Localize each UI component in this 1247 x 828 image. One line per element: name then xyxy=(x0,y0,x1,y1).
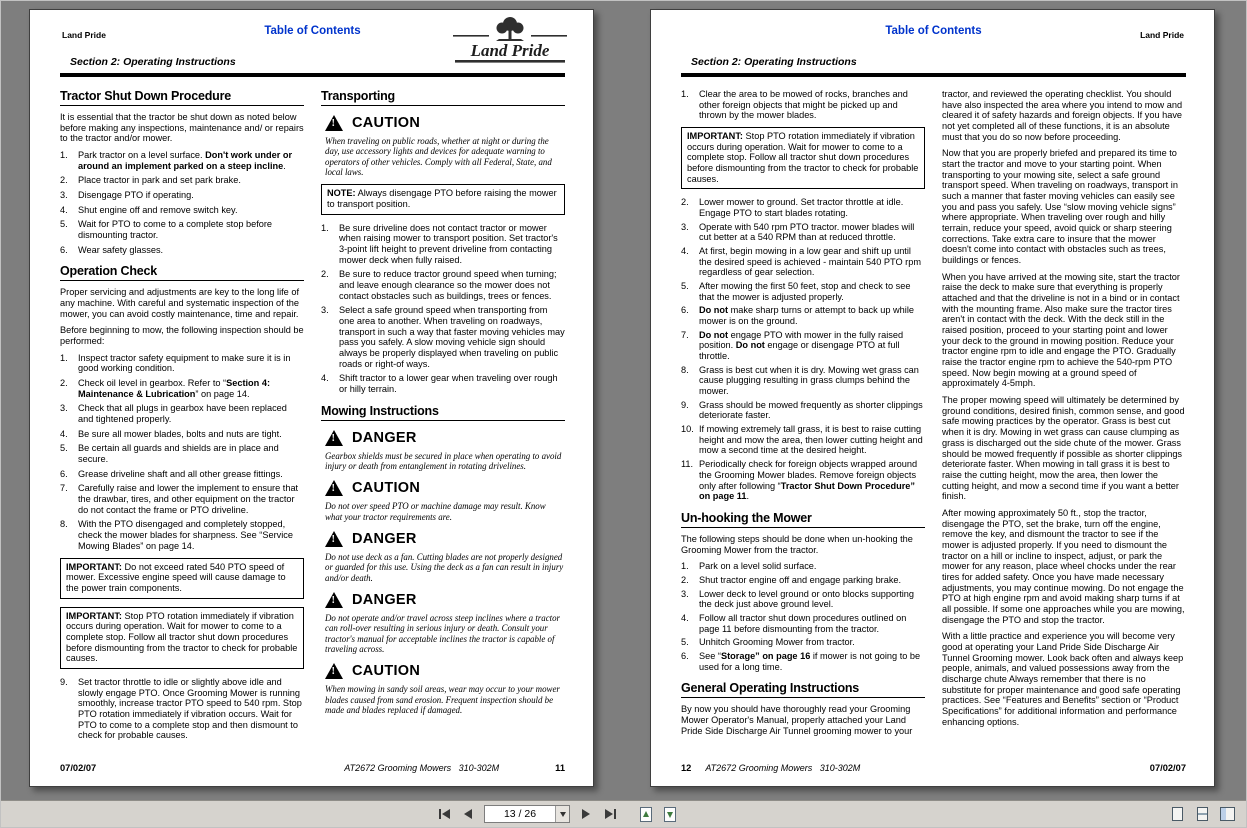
section-title: Section 2: Operating Instructions xyxy=(691,56,857,68)
previous-view-button[interactable] xyxy=(635,804,657,825)
list-number: 4. xyxy=(60,204,68,215)
warning-word: CAUTION xyxy=(352,115,421,131)
warning-text: When mowing in sandy soil areas, wear may occur to your mower blades caused from sand erosion. Frequent inspection should be made and blades replaced if damaged. xyxy=(325,684,560,715)
warning-block xyxy=(325,113,565,177)
first-page-icon xyxy=(439,809,441,819)
list-item xyxy=(60,205,304,216)
warning-word: DANGER xyxy=(352,429,417,446)
warning-word: CAUTION xyxy=(352,663,421,680)
page-footer xyxy=(60,763,565,773)
up-arrow-icon xyxy=(643,811,649,817)
list-text: Grass should be mowed frequently as shorter clippings deteriorate faster. xyxy=(699,399,923,421)
warning-triangle-icon xyxy=(325,592,343,608)
warning-text: Do not operate and/or travel across steep inclines where a tractor can roll-over resulting in serious injury or death. Consult your tractor's manual for acceptable inclines the tractor is capable of traveling across. xyxy=(325,613,560,655)
list-number: 6. xyxy=(681,650,689,661)
list-number: 1. xyxy=(321,222,329,233)
facing-pages-icon xyxy=(1220,807,1235,821)
list-item xyxy=(681,400,925,421)
paragraph: After mowing approximately 50 ft., stop the tractor, disengage the PTO, set the brake, turn off the engine, remove the key, and dismount the tractor to see if the mower is adjusted properly. If you need to dismount the tractor on a hill or incline to inspect, adjust, or park the mower for any reason, place wheel chocks under the rear tires for added safety. Once you have made necessary adjustments, you may continue mowing. Do not engage the PTO at high engine rpm and avoid making sharp turns if at all possible. If some one approaches while you are mowing, disengage the PTO and stop the tractor. xyxy=(942,507,1185,625)
list-text: Shut engine off and remove switch key. xyxy=(78,204,238,215)
warning-block xyxy=(325,661,565,715)
list-number: 5. xyxy=(681,637,689,648)
list-item xyxy=(60,403,304,424)
list-text: Select a safe ground speed when transporting from one area to another. When traveling on roadways, transport in such a way that faster moving vehicles may pass you safely. A slow moving vehicle sign should always be properly displayed when traveling on public roads or right-of ways. xyxy=(339,305,565,369)
page-dropdown-button[interactable] xyxy=(555,806,569,822)
list-text: Inspect tractor safety equipment to make sure it is in good working condition. xyxy=(78,352,291,374)
list-item xyxy=(681,561,925,572)
list-number: 7. xyxy=(60,483,68,494)
list-text: Set tractor throttle to idle or slightly above idle and slowly engage PTO. Once Grooming Mower is running smoothly, increase tractor PTO speed to 540 rpm. Stop PTO rotation immediately if vibration occurs. Wait for PTO to come to a complete stop and then dismount to check for probable causes. xyxy=(78,676,302,741)
page-12-column-1 xyxy=(681,89,925,753)
warning-header xyxy=(325,478,565,498)
list-number: 4. xyxy=(321,373,329,384)
heading-operation-check: Operation Check xyxy=(60,264,304,281)
paragraph: The proper mowing speed will ultimately be determined by ground conditions, desired finish, common sense, and good safe mowing practices by the operator. Grass is best cut when it is dry. Mowing in wet grass can cause clumping as grass is discharged out the side chute of the mower. Grass should be mowed frequently if possible as shorter clippings deteriorate faster. When mowing in tall grass it is best to raise the cutting height, mow the area, then lower the cutting height, and mow a second time if you want a better finish. xyxy=(942,395,1185,502)
list-item xyxy=(60,483,304,515)
list-item xyxy=(681,305,925,326)
list-text: Be certain all guards and shields are in place and secure. xyxy=(78,443,279,465)
warning-text: Do not use deck as a fan. Cutting blades are not properly designed or guarded for this use. Using the deck as a fan can result in injury and/or death. xyxy=(325,552,564,583)
next-page-icon xyxy=(582,809,590,819)
list-number: 8. xyxy=(60,519,68,530)
list-text: After mowing the first 50 feet, stop and check to see that the mower is adjusted properly. xyxy=(699,281,911,302)
list-item xyxy=(60,429,304,440)
section-title: Section 2: Operating Instructions xyxy=(70,56,236,68)
list-number: 6. xyxy=(60,468,68,479)
list-text: Lower deck to level ground or onto blocks supporting the deck just above ground level. xyxy=(699,588,915,610)
page-12 xyxy=(650,9,1215,787)
list-item xyxy=(681,222,925,243)
list-text: See “Storage” on page 16 if mower is not going to be used for a long time. xyxy=(699,650,921,672)
warning-block xyxy=(325,529,565,583)
important-box xyxy=(60,607,304,669)
list-text: Shut tractor engine off and engage parking brake. xyxy=(699,574,902,585)
list-item xyxy=(60,190,304,201)
list-item xyxy=(681,575,925,586)
list-item xyxy=(60,469,304,480)
page-number-input[interactable] xyxy=(485,808,555,820)
land-pride-logo-graphic xyxy=(451,14,569,68)
warning-triangle-icon xyxy=(325,531,343,547)
list-text: Be sure to reduce tractor ground speed when turning; and leave enough clearance so the mower does not contact obstacles such as buildings, trees or fences. xyxy=(339,269,557,301)
list-number: 5. xyxy=(60,443,68,454)
paragraph: With a little practice and experience you will become very good at operating your Land Pride Side Discharge Air Tunnel Grooming mower. Look back often and always keep people, animals, and valued possessions away from the discharge chute Always remember that there is no substitute for proper maintenance and good safe operating practices. See “Features and Benefits” section or “Product Specifications” for additional information and performance enhancing options. xyxy=(942,631,1184,727)
last-page-icon xyxy=(605,809,613,819)
previous-view-icon xyxy=(640,807,652,822)
continuous-view-button[interactable] xyxy=(1191,804,1213,825)
previous-page-button[interactable] xyxy=(457,804,479,825)
list-item xyxy=(681,197,925,218)
warning-triangle-icon xyxy=(325,115,343,131)
list-number: 10. xyxy=(681,424,694,435)
list-item xyxy=(321,223,565,266)
note-box xyxy=(321,184,565,214)
list-number: 1. xyxy=(681,89,689,99)
list-text: Periodically check for foreign objects wrapped around the Grooming Mower blades. Remove foreign objects only after following “Tractor Shut Down Procedure” on page 11. xyxy=(699,459,918,502)
list-number: 1. xyxy=(681,561,689,572)
next-view-button[interactable] xyxy=(659,804,681,825)
list-item xyxy=(60,150,304,171)
list-item xyxy=(681,637,925,648)
paragraph: By now you should have thoroughly read your Grooming Mower Operator's Manual, properly attached your Land Pride Side Discharge Air Tunnel grooming mower to your xyxy=(681,704,913,736)
paragraph: Proper servicing and adjustments are key to the long life of any machine. With careful and systematic inspection of the mower, you can avoid costly maintenance, time and repair. xyxy=(60,287,300,319)
page-header xyxy=(681,20,1186,48)
page-12-columns xyxy=(681,89,1186,753)
warning-text: When traveling on public roads, whether at night or during the day, use accessory lights and devices for adequate warning to operators of other vehicles. Comply with all Federal, State, and local laws. xyxy=(325,136,552,177)
list-text: Disengage PTO if operating. xyxy=(78,190,194,201)
heading-mowing-instructions: Mowing Instructions xyxy=(321,404,565,421)
list-item xyxy=(681,459,925,502)
page-number-field[interactable] xyxy=(484,805,570,823)
list-number: 2. xyxy=(681,574,689,585)
warning-word: DANGER xyxy=(352,592,417,609)
list-number: 3. xyxy=(681,221,689,232)
list-item xyxy=(681,330,925,362)
list-text: Park on a level solid surface. xyxy=(699,561,817,572)
previous-page-icon xyxy=(464,809,472,819)
table-of-contents-link[interactable]: Table of Contents xyxy=(264,25,361,37)
list-number: 3. xyxy=(60,403,68,414)
paragraph: Now that you are properly briefed and prepared its time to start the tractor and move to your starting point. When transporting to your mowing site, select a safe ground transport speed. When traveling on roadways, transport in such a manner that faster moving vehicles can easily see you and pass you safely. Use “slow moving vehicle signs” where appropriate. When traveling over rough and hilly terrain, reduce your speed, avoid quick or sharp steering corrections. Take extra care to insure that the mower doesn't come into contact with obstacles such as trees, buildings or fences. xyxy=(942,148,1178,266)
page-navigation xyxy=(433,804,681,825)
warning-header xyxy=(325,590,565,610)
list-item xyxy=(60,677,304,741)
warning-header xyxy=(325,661,565,681)
page-11 xyxy=(29,9,594,787)
list-item xyxy=(60,443,304,464)
list-number: 3. xyxy=(60,190,68,201)
list-number: 6. xyxy=(60,244,68,255)
important-text: Stop PTO rotation immediately if vibration occurs during operation. Wait for mower to come to a complete stop. Follow all tractor shut down procedures before dismounting from the tractor to check for probable causes. xyxy=(687,131,919,184)
list-number: 1. xyxy=(60,352,68,363)
list-item xyxy=(60,519,304,551)
list-item xyxy=(60,219,304,240)
chevron-down-icon xyxy=(560,812,566,817)
list-item xyxy=(60,353,304,374)
list-text: Be sure all mower blades, bolts and nuts are tight. xyxy=(78,428,282,439)
header-rule xyxy=(681,73,1186,77)
last-page-button[interactable] xyxy=(599,804,621,825)
list-item xyxy=(681,365,925,397)
list-number: 4. xyxy=(60,428,68,439)
list-number: 6. xyxy=(681,305,689,316)
list-text: Grass is best cut when it is dry. Mowing wet grass can cause plugging resulting in grass clumps behind the mower. xyxy=(699,364,919,397)
note-label: NOTE: xyxy=(327,188,356,199)
list-number: 11. xyxy=(681,459,694,470)
facing-pages-view-button[interactable] xyxy=(1216,804,1238,825)
warning-triangle-icon xyxy=(325,430,343,446)
list-number: 5. xyxy=(60,219,68,230)
heading-unhooking: Un-hooking the Mower xyxy=(681,511,925,528)
paragraph: The following steps should be done when un-hooking the Grooming Mower from the tractor. xyxy=(681,533,913,555)
list-item xyxy=(321,373,565,394)
page-11-columns xyxy=(60,89,565,753)
warning-text: Do not over speed PTO or machine damage may result. Know what your tractor requirements are. xyxy=(325,501,546,522)
list-item xyxy=(60,378,304,399)
brand-text: Land Pride xyxy=(62,30,106,40)
footer-doc-title: AT2672 Grooming Mowers 310-302M xyxy=(344,763,500,773)
list-text: At first, begin mowing in a low gear and shift up until the desired speed is achieved - maintain 540 PTO rpm regardless of gear selection. xyxy=(699,246,921,278)
list-item xyxy=(681,589,925,610)
list-number: 5. xyxy=(681,281,689,292)
important-box xyxy=(681,127,925,189)
list-number: 4. xyxy=(681,612,689,623)
warning-text: Gearbox shields must be secured in place when operating to avoid injury or death from entanglement in rotating drivelines. xyxy=(325,450,562,472)
logo-text: Land Pride xyxy=(470,41,550,60)
important-text: Do not exceed rated 540 PTO speed of mower. Excessive engine speed will cause damage to the power train components. xyxy=(66,561,286,593)
list-text: Unhitch Grooming Mower from tractor. xyxy=(699,637,855,648)
list-text: Place tractor in park and set park brake. xyxy=(78,175,241,186)
list-item xyxy=(681,651,925,672)
page-footer xyxy=(681,763,1186,773)
important-label: IMPORTANT: xyxy=(66,561,122,572)
list-item xyxy=(60,175,304,186)
list-text: Do not engage PTO with mower in the fully raised position. Do not engage or disengage PTO at full throttle. xyxy=(699,329,904,362)
list-text: Carefully raise and lower the implement to ensure that the drawbar, tires, and other equipment on the tractor do not contact the frame or PTO driveline. xyxy=(78,483,299,515)
page-layout-controls xyxy=(1166,804,1238,825)
list-text: Operate with 540 rpm PTO tractor. mower blades will cut better at a 540 RPM than at reduced throttle. xyxy=(699,221,915,243)
list-number: 2. xyxy=(60,175,68,186)
warning-triangle-icon xyxy=(325,480,343,496)
warning-word: CAUTION xyxy=(352,480,421,497)
note-text: Always disengage PTO before raising the mower to transport position. xyxy=(327,188,557,209)
important-box xyxy=(60,558,304,599)
warning-triangle-icon xyxy=(325,663,343,679)
first-page-button[interactable] xyxy=(433,804,455,825)
footer-page-number: 11 xyxy=(555,763,565,773)
warning-block xyxy=(325,428,565,472)
list-text: Shift tractor to a lower gear when traveling over rough or hilly terrain. xyxy=(339,373,558,395)
list-text: Wear safety glasses. xyxy=(78,244,164,255)
footer-date: 07/02/07 xyxy=(60,763,97,773)
list-text: Grease driveline shaft and all other grease fittings. xyxy=(78,468,283,479)
list-item xyxy=(60,245,304,256)
list-number: 2. xyxy=(60,378,68,389)
list-text: If mowing extremely tall grass, it is best to raise cutting height and mow the area, then lower cutting height and mow a second time at the desired height. xyxy=(699,424,923,456)
next-page-button[interactable] xyxy=(575,804,597,825)
list-text: Check that all plugs in gearbox have been replaced and tightened properly. xyxy=(78,403,287,425)
footer-doc-title: AT2672 Grooming Mowers 310-302M xyxy=(705,763,861,773)
list-text: Park tractor on a level surface. Don't work under or around an implement parked on a steep incline. xyxy=(78,150,293,171)
warning-header xyxy=(325,428,565,448)
header-rule xyxy=(60,73,565,77)
important-text: Stop PTO rotation immediately if vibration occurs during operation. Wait for mower to come to a complete stop. Follow all tractor shut down procedures before dismounting from the tractor to check for probable causes. xyxy=(66,610,298,664)
list-item xyxy=(681,613,925,634)
list-item xyxy=(681,89,925,121)
list-item xyxy=(681,424,925,456)
page-header xyxy=(60,20,565,60)
warning-block xyxy=(325,478,565,522)
list-text: Clear the area to be mowed of rocks, branches and other foreign objects that might be picked up and thrown by the mower blades. xyxy=(699,89,908,121)
warning-header xyxy=(325,113,565,133)
list-number: 3. xyxy=(681,588,689,599)
paragraph: tractor, and reviewed the operating checklist. You should have also inspected the area where you intend to mow and cleared it of safety hazards and foreign objects. If you have not yet completed all of these functions, it is an absolute must that you do so now before proceeding. xyxy=(942,89,1183,142)
table-of-contents-link[interactable]: Table of Contents xyxy=(885,25,982,37)
list-text: Be sure driveline does not contact tractor or mower when raising mower to transport position. Set tractor's 3-point lift height to prevent driveline from contacting mower deck when fully raised. xyxy=(339,222,558,265)
list-number: 7. xyxy=(681,329,689,340)
list-text: Check oil level in gearbox. Refer to “Section 4: Maintenance & Lubrication” on page 14. xyxy=(78,378,270,399)
list-text: With the PTO disengaged and completely stopped, check the mower blades for sharpness. See “Service Mowing Blades” on page 14. xyxy=(78,519,293,551)
heading-tractor-shut-down: Tractor Shut Down Procedure xyxy=(60,89,304,106)
brand-text: Land Pride xyxy=(1140,30,1184,40)
paragraph: Before beginning to mow, the following inspection should be performed: xyxy=(60,325,304,347)
list-number: 4. xyxy=(681,246,689,257)
footer-date: 07/02/07 xyxy=(1149,763,1186,773)
list-number: 2. xyxy=(321,269,329,280)
next-view-icon xyxy=(664,807,676,822)
bar-icon xyxy=(614,809,616,819)
list-text: Follow all tractor shut down procedures outlined on page 11 before dismounting from the tractor. xyxy=(699,612,907,634)
left-triangle-icon xyxy=(442,809,450,819)
list-number: 1. xyxy=(60,150,68,161)
list-text: Lower mower to ground. Set tractor throttle at idle. Engage PTO to start blades rotating. xyxy=(699,197,904,219)
warning-block xyxy=(325,590,565,654)
single-page-icon xyxy=(1172,807,1183,821)
heading-general-operating: General Operating Instructions xyxy=(681,681,925,698)
important-label: IMPORTANT: xyxy=(66,610,122,621)
viewer-toolbar xyxy=(1,800,1246,827)
list-text: Wait for PTO to come to a complete stop before dismounting tractor. xyxy=(78,219,273,241)
list-item xyxy=(321,305,565,369)
page-11-column-2 xyxy=(321,89,565,753)
heading-transporting: Transporting xyxy=(321,89,565,106)
list-number: 2. xyxy=(681,197,689,208)
list-number: 3. xyxy=(321,305,329,316)
page-12-column-2 xyxy=(942,89,1186,753)
page-11-column-1 xyxy=(60,89,304,753)
list-item xyxy=(681,281,925,302)
warning-header xyxy=(325,529,565,549)
list-number: 8. xyxy=(681,364,689,375)
single-page-view-button[interactable] xyxy=(1166,804,1188,825)
list-number: 9. xyxy=(681,399,689,410)
list-item xyxy=(321,269,565,301)
paragraph: It is essential that the tractor be shut down as noted below before making any inspections, maintenance and/ or repairs to the tractor and/or mower. xyxy=(60,112,304,144)
paragraph: When you have arrived at the mowing site, start the tractor raise the deck to make sure that everything is properly attached and that the driveline is not in a bind or in contact with the mounting frame. Also make sure the tractor tires aren't in contact with the deck. With the deck still in the raised position, proceed to your starting point and lower your deck to the ground in mowing position. Reduce your tractor engine rpm to idle and engage the PTO. Gradually raise the tractor engine rpm to achieve the 540-rpm PTO speed. Now begin mowing at a ground speed of approximately 4-5mph. xyxy=(942,271,1180,389)
important-label: IMPORTANT: xyxy=(687,131,743,142)
warning-word: DANGER xyxy=(352,531,417,548)
continuous-view-icon xyxy=(1197,807,1208,821)
down-arrow-icon xyxy=(667,812,673,818)
land-pride-logo xyxy=(451,14,569,68)
list-text: Do not make sharp turns or attempt to back up while mower is on the ground. xyxy=(699,305,914,327)
list-number: 9. xyxy=(60,676,68,687)
footer-page-number: 12 xyxy=(681,763,692,773)
list-item xyxy=(681,246,925,278)
